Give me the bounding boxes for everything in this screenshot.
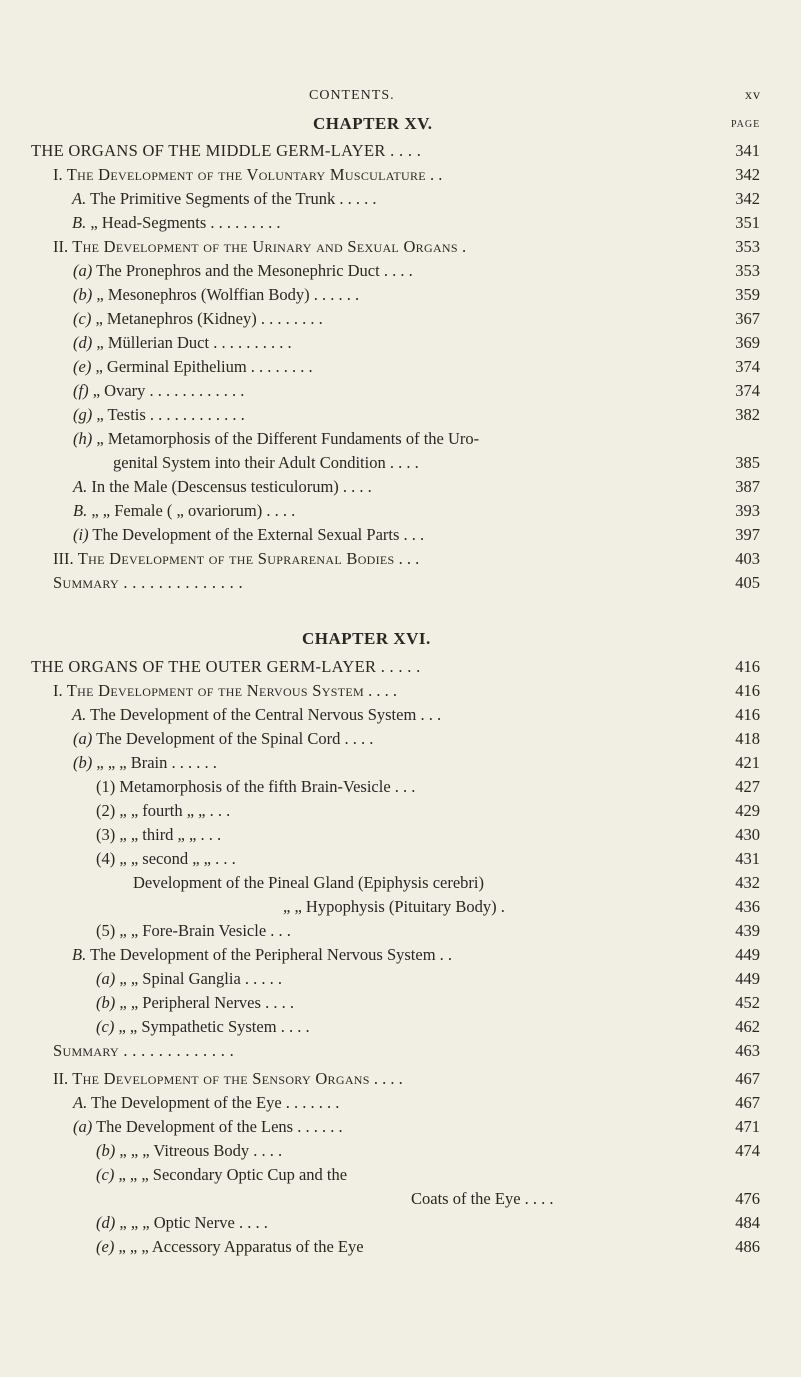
toc-entry: (a) The Pronephros and the Mesonephric Duct . . . . — [73, 261, 413, 280]
page-column-label: PAGE — [731, 119, 761, 130]
toc-page-number: 385 — [735, 453, 760, 472]
toc-entry: (h) „ Metamorphosis of the Different Fundaments of the Uro- — [73, 429, 480, 448]
chapter-xvi-heading: CHAPTER XVI. — [302, 629, 431, 648]
toc-page-number: 486 — [735, 1237, 760, 1256]
toc-line — [0, 283, 760, 307]
toc-line — [0, 259, 760, 283]
toc-entry: (a) The Development of the Spinal Cord . . . . — [73, 729, 374, 748]
toc-line — [0, 139, 760, 163]
toc-line — [0, 847, 760, 871]
toc-entry: Summary . . . . . . . . . . . . . — [53, 1041, 235, 1060]
toc-page-number: 374 — [735, 357, 760, 376]
toc-entry: (4) „ „ second „ „ . . . — [96, 849, 236, 868]
toc-entry: (g) „ Testis . . . . . . . . . . . . — [73, 405, 245, 424]
toc-line — [0, 355, 760, 379]
toc-entry: I. The Development of the Nervous System . . . . — [53, 681, 397, 700]
toc-entry: (b) „ Mesonephros (Wolffian Body) . . . . . . — [73, 285, 360, 304]
toc-line — [0, 187, 760, 211]
toc-page-number: 430 — [735, 825, 760, 844]
toc-line — [0, 427, 760, 451]
toc-line — [0, 499, 760, 523]
toc-entry: (i) The Development of the External Sexual Parts . . . — [73, 525, 425, 544]
toc-line — [0, 751, 760, 775]
toc-line — [0, 571, 760, 595]
toc-line — [0, 163, 760, 187]
toc-page-number: 342 — [735, 165, 760, 184]
toc-line — [0, 235, 760, 259]
toc-page-number: 432 — [735, 873, 760, 892]
toc-entry: Development of the Pineal Gland (Epiphysis cerebri) — [133, 873, 484, 892]
toc-entry: II. The Development of the Urinary and Sexual Organs . — [53, 237, 467, 256]
toc-entry: B. The Development of the Peripheral Nervous System . . — [72, 945, 453, 964]
toc-entry: THE ORGANS OF THE OUTER GERM-LAYER . . . . . — [31, 657, 421, 676]
toc-line — [0, 967, 760, 991]
toc-page-number: 397 — [735, 525, 760, 544]
toc-page-number: 421 — [735, 753, 760, 772]
toc-line — [0, 379, 760, 403]
toc-line — [0, 1139, 760, 1163]
toc-entry: A. In the Male (Descensus testiculorum) . . . . — [73, 477, 372, 496]
toc-line — [0, 523, 760, 547]
toc-line — [0, 943, 760, 967]
toc-entry: (3) „ „ third „ „ . . . — [96, 825, 222, 844]
toc-page-number: 471 — [735, 1117, 760, 1136]
toc-line — [0, 1039, 760, 1063]
toc-line — [0, 307, 760, 331]
toc-entry: (e) „ Germinal Epithelium . . . . . . . . — [73, 357, 313, 376]
toc-page-number: 467 — [735, 1093, 760, 1112]
running-head-folio: xv — [745, 88, 761, 103]
toc-page-number: 452 — [735, 993, 760, 1012]
toc-page-number: 387 — [735, 477, 760, 496]
toc-entry: II. The Development of the Sensory Organs . . . . — [53, 1069, 403, 1088]
toc-page-number: 416 — [735, 705, 760, 724]
toc-page-number: 427 — [735, 777, 760, 796]
toc-line — [0, 895, 760, 919]
toc-page-number: 403 — [735, 549, 760, 568]
toc-line — [0, 1091, 760, 1115]
toc-line — [0, 871, 760, 895]
toc-page-number: 367 — [735, 309, 760, 328]
toc-entry: (e) „ „ „ Accessory Apparatus of the Eye — [96, 1237, 364, 1256]
running-head-title: CONTENTS. — [309, 88, 395, 103]
chapter-xv-heading: CHAPTER XV. — [313, 114, 433, 133]
toc-entry: B. „ Head-Segments . . . . . . . . . — [72, 213, 281, 232]
toc-page-number: 416 — [735, 681, 760, 700]
toc-entry: (f) „ Ovary . . . . . . . . . . . . — [73, 381, 245, 400]
toc-line — [0, 331, 760, 355]
toc-page-number: 416 — [735, 657, 760, 676]
toc-page-number: 369 — [735, 333, 760, 352]
toc-page-number: 467 — [735, 1069, 760, 1088]
toc-line — [0, 775, 760, 799]
toc-line — [0, 1163, 760, 1187]
toc-line — [0, 1235, 760, 1259]
toc-page-number: 351 — [735, 213, 760, 232]
toc-entry: (c) „ „ „ Secondary Optic Cup and the — [96, 1165, 348, 1184]
toc-page-number: 476 — [735, 1189, 760, 1208]
toc-page-number: 393 — [735, 501, 760, 520]
toc-page-number: 463 — [735, 1041, 760, 1060]
toc-page-number: 431 — [735, 849, 760, 868]
toc-line — [0, 799, 760, 823]
toc-entry: (d) „ „ „ Optic Nerve . . . . — [96, 1213, 268, 1232]
toc-entry: A. The Development of the Eye . . . . . . . — [73, 1093, 340, 1112]
toc-line — [0, 703, 760, 727]
toc-entry: III. The Development of the Suprarenal Bodies . . . — [53, 549, 420, 568]
toc-entry: (c) „ „ Sympathetic System . . . . — [96, 1017, 310, 1036]
toc-entry: A. The Development of the Central Nervous System . . . — [72, 705, 442, 724]
toc-page-number: 359 — [735, 285, 760, 304]
toc-page-number: 353 — [735, 261, 760, 280]
toc-line — [0, 655, 760, 679]
toc-page-number: 353 — [735, 237, 760, 256]
toc-line — [0, 991, 760, 1015]
toc-page-number: 449 — [735, 945, 760, 964]
toc-entry: Coats of the Eye . . . . — [411, 1189, 554, 1208]
toc-line — [0, 403, 760, 427]
toc-page-number: 405 — [735, 573, 760, 592]
toc-line — [0, 211, 760, 235]
toc-entry: (d) „ Müllerian Duct . . . . . . . . . . — [73, 333, 292, 352]
toc-entry: (c) „ Metanephros (Kidney) . . . . . . . . — [73, 309, 323, 328]
toc-line — [0, 919, 760, 943]
toc-page-number: 439 — [735, 921, 760, 940]
toc-entry: A. The Primitive Segments of the Trunk . . . . . — [72, 189, 377, 208]
toc-line — [0, 1067, 760, 1091]
toc-line — [0, 451, 760, 475]
toc-entry: (2) „ „ fourth „ „ . . . — [96, 801, 231, 820]
toc-entry: (1) Metamorphosis of the fifth Brain-Vesicle . . . — [96, 777, 416, 796]
toc-line — [0, 1187, 760, 1211]
toc-entry: (b) „ „ „ Vitreous Body . . . . — [96, 1141, 283, 1160]
toc-entry: (b) „ „ „ Brain . . . . . . — [73, 753, 217, 772]
toc-line — [0, 1211, 760, 1235]
toc-page-number: 484 — [735, 1213, 760, 1232]
toc-line — [0, 475, 760, 499]
toc-entry: I. The Development of the Voluntary Musculature . . — [53, 165, 443, 184]
toc-entry: (5) „ „ Fore-Brain Vesicle . . . — [96, 921, 291, 940]
toc-page-number: 341 — [735, 141, 760, 160]
toc-entry: (b) „ „ Peripheral Nerves . . . . — [96, 993, 294, 1012]
toc-line — [0, 1115, 760, 1139]
toc-line — [0, 727, 760, 751]
toc-entry: „ „ Hypophysis (Pituitary Body) . — [283, 897, 505, 916]
toc-page-number: 429 — [735, 801, 760, 820]
toc-page-number: 382 — [735, 405, 760, 424]
toc-page-number: 449 — [735, 969, 760, 988]
toc-page-number: 436 — [735, 897, 760, 916]
toc-entry: THE ORGANS OF THE MIDDLE GERM-LAYER . . . . — [31, 141, 422, 160]
toc-page-number: 342 — [735, 189, 760, 208]
toc-line — [0, 547, 760, 571]
toc-page-number: 462 — [735, 1017, 760, 1036]
toc-line — [0, 679, 760, 703]
toc-line — [0, 1015, 760, 1039]
toc-entry: Summary . . . . . . . . . . . . . . — [53, 573, 243, 592]
toc-entry: (a) The Development of the Lens . . . . . . — [73, 1117, 343, 1136]
toc-page-number: 474 — [735, 1141, 760, 1160]
toc-page-number: 374 — [735, 381, 760, 400]
toc-entry: (a) „ „ Spinal Ganglia . . . . . — [96, 969, 283, 988]
toc-page-number: 418 — [735, 729, 760, 748]
toc-entry: B. „ „ Female ( „ ovariorum) . . . . — [73, 501, 296, 520]
toc-line — [0, 823, 760, 847]
toc-entry: genital System into their Adult Condition . . . . — [113, 453, 419, 472]
